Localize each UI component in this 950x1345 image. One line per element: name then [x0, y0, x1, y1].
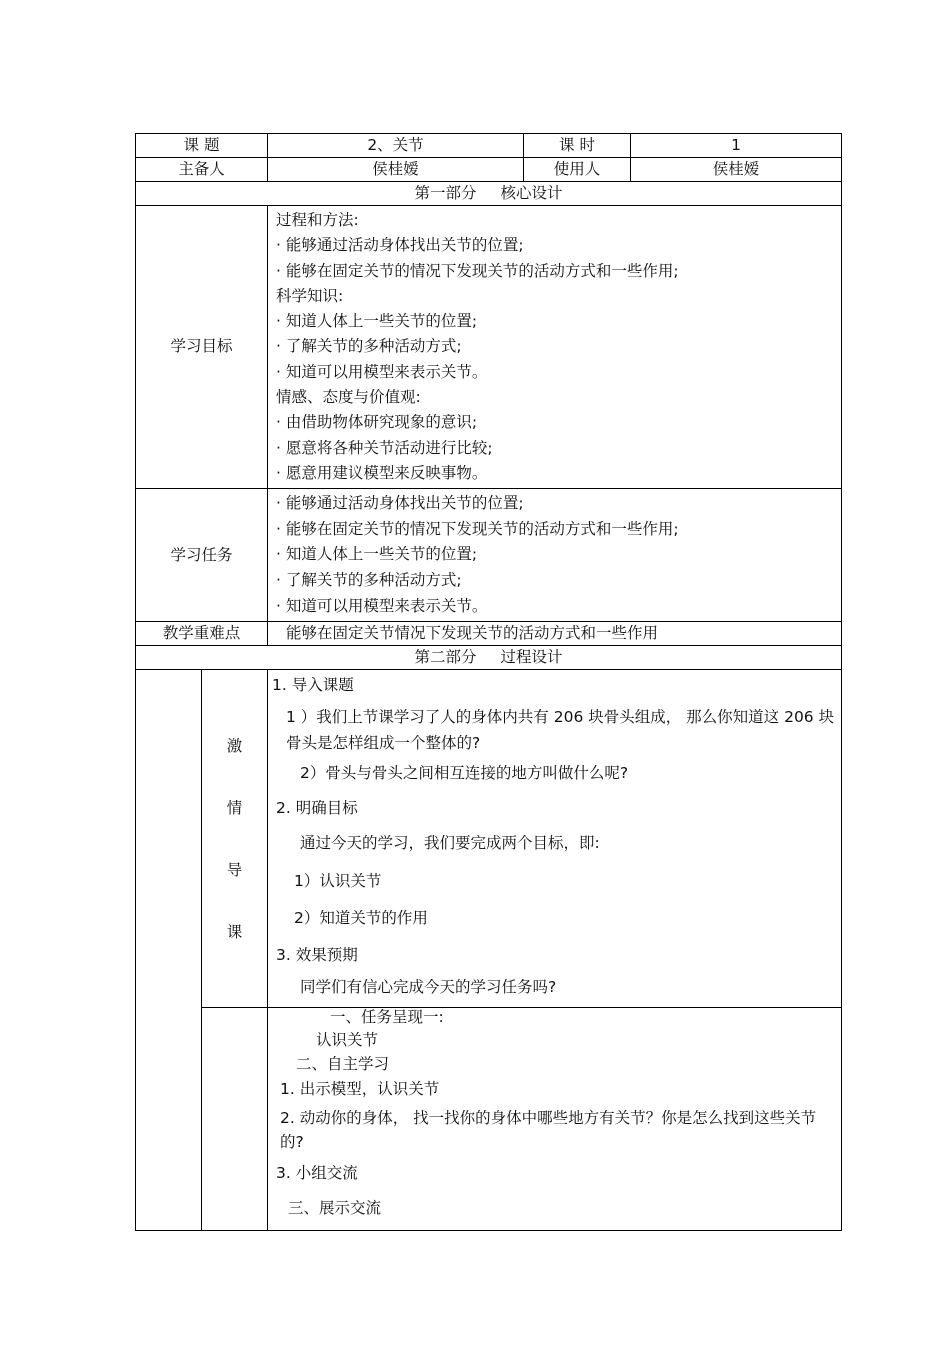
part2-title-main: 第二部分: [414, 648, 477, 667]
task1-label-cell: [202, 1008, 268, 1231]
self-study-item1: 1. 出示模型，认识关节: [280, 1080, 440, 1099]
self-study-item2: 2. 动动你的身体， 找一找你的身体中哪些地方有关节？你是怎么找到这些关节的?: [280, 1108, 817, 1151]
user-value: 侯桂嫒: [631, 158, 842, 182]
intro-label-char: 导: [226, 860, 243, 879]
goals-list: [268, 206, 842, 489]
tasks-line: · 知道人体上一些关节的位置;: [276, 545, 478, 564]
task1-heading-sub: 认识关节: [316, 1030, 379, 1049]
tasks-line: · 能够通过活动身体找出关节的位置;: [276, 494, 524, 513]
goals-label: 学习目标: [136, 206, 268, 489]
goals-line: · 知道可以用模型来表示关节。: [276, 362, 488, 381]
part1-title-row: [136, 182, 842, 206]
user-label: 使用人: [524, 158, 631, 182]
task1-content: [268, 1008, 842, 1231]
intro-content: [268, 670, 842, 1008]
intro-step2-title: 2. 明确目标: [276, 798, 358, 817]
intro-step3-text: 同学们有信心完成今天的学习任务吗?: [300, 977, 557, 996]
header-row-topic: [136, 134, 842, 158]
self-study-heading: 二、自主学习: [296, 1054, 390, 1073]
task1-row: [136, 1008, 842, 1231]
intro-step2-goal2: 2）知道关节的作用: [294, 909, 428, 928]
part1-title: [136, 182, 842, 206]
goals-line: · 能够通过活动身体找出关节的位置;: [276, 236, 524, 255]
period-value: 1: [631, 134, 842, 158]
header-row-preparer: [136, 158, 842, 182]
intro-label-char: 激: [226, 736, 243, 755]
part2-title-row: [136, 646, 842, 670]
lesson-plan-table: [135, 133, 842, 1231]
intro-step1-q2: 2）骨头与骨头之间相互连接的地方叫做什么呢?: [300, 763, 629, 782]
goals-row: [136, 206, 842, 489]
part2-title-sub: 过程设计: [500, 648, 563, 667]
topic-value: 2、关节: [268, 134, 524, 158]
intro-step2-goal1: 1）认识关节: [294, 871, 382, 890]
part1-title-main: 第一部分: [414, 183, 477, 202]
part1-title-sub: 核心设计: [500, 183, 563, 202]
period-label: 课 时: [524, 134, 631, 158]
intro-row: [136, 670, 842, 1008]
intro-vertical-label: [202, 670, 268, 1008]
goals-line: 过程和方法:: [276, 211, 359, 229]
process-side-column: [136, 670, 202, 1231]
goals-line: 科学知识:: [276, 286, 344, 305]
tasks-line: · 能够在固定关节的情况下发现关节的活动方式和一些作用;: [276, 519, 679, 538]
intro-step1-title: 1. 导入课题: [272, 676, 354, 695]
goals-line: · 愿意用建议模型来反映事物。: [276, 463, 488, 482]
intro-step2-text: 通过今天的学习，我们要完成两个目标，即:: [300, 834, 600, 853]
goals-line: 情感、态度与价值观:: [276, 388, 421, 407]
intro-label-char: 课: [226, 922, 243, 941]
show-exchange-heading: 三、展示交流: [288, 1199, 382, 1218]
task1-heading: 一、任务呈现一:: [330, 1008, 444, 1027]
self-study-item3: 3. 小组交流: [276, 1163, 358, 1182]
goals-line: · 由借助物体研究现象的意识;: [276, 413, 478, 432]
topic-label: 课 题: [136, 134, 268, 158]
goals-line: · 了解关节的多种活动方式;: [276, 337, 462, 356]
intro-label-char: 情: [226, 798, 243, 817]
part2-title: [136, 646, 842, 670]
difficulty-label: 教学重难点: [136, 622, 268, 646]
tasks-line: · 了解关节的多种活动方式;: [276, 571, 462, 590]
tasks-row: [136, 489, 842, 622]
tasks-line: · 知道可以用模型来表示关节。: [276, 596, 488, 615]
difficulty-row: [136, 622, 842, 646]
tasks-list: [268, 489, 842, 622]
intro-step3-title: 3. 效果预期: [276, 946, 358, 965]
intro-step1-q1: 1 ）我们上节课学习了人的身体内共有 206 块骨头组成， 那么你知道这 206 块骨头是怎样组成一个整体的?: [286, 707, 835, 752]
preparer-label: 主备人: [136, 158, 268, 182]
tasks-label: 学习任务: [136, 489, 268, 622]
goals-line: · 能够在固定关节的情况下发现关节的活动方式和一些作用;: [276, 261, 679, 280]
goals-line: · 知道人体上一些关节的位置;: [276, 312, 478, 331]
preparer-value: 侯桂嫒: [268, 158, 524, 182]
goals-line: · 愿意将各种关节活动进行比较;: [276, 438, 493, 457]
difficulty-value: 能够在固定关节情况下发现关节的活动方式和一些作用: [268, 622, 842, 646]
